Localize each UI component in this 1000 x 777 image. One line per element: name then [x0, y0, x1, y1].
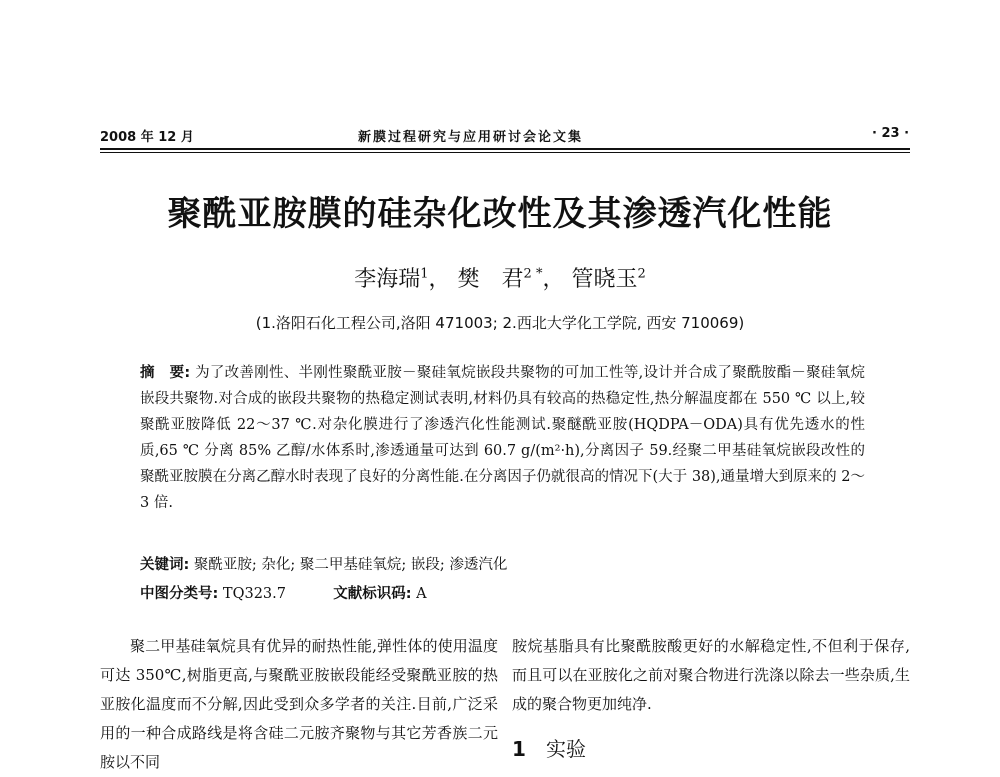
author-affiliation-mark: 1: [420, 266, 429, 282]
header-journal: 新膜过程研究与应用研讨会论文集: [358, 130, 584, 145]
paper-title: 聚酰亚胺膜的硅杂化改性及其渗透汽化性能: [167, 194, 833, 234]
body-column-left: [100, 632, 498, 777]
author-separator: ，: [542, 267, 565, 292]
body-paragraph: 聚二甲基硅氧烷具有优异的耐热性能,弹性体的使用温度可达 350℃,树脂更高,与聚酰亚胺嵌段能经受聚酰亚胺的热亚胺化温度而不分解,因此受到众多学者的关注.目前,广泛采用的一种合成路线是将含硅二元胺齐聚物与其它芳香族二元胺以不同: [100, 637, 498, 771]
body-paragraph: 胺烷基脂具有比聚酰胺酸更好的水解稳定性,不但利于保存,而且可以在亚胺化之前对聚合物进行洗涤以除去一些杂质,生成的聚合物更加纯净.: [512, 637, 910, 713]
section-number: 1: [512, 737, 526, 761]
clc-label: 中图分类号:: [140, 586, 219, 602]
body-column-right: [512, 632, 910, 719]
abstract-label: 摘 要:: [140, 365, 191, 381]
author-affiliation-mark: 2: [637, 266, 646, 282]
author-separator: ，: [428, 267, 451, 292]
header-page-number: · 23 ·: [872, 126, 910, 141]
affiliation: (1.洛阳石化工程公司,洛阳 471003; 2.西北大学化工学院, 西安 710069): [255, 314, 745, 332]
document-code-label: 文献标识码:: [333, 586, 412, 602]
author-name: 管晓玉: [571, 267, 638, 292]
header-date: 2008 年 12 月: [100, 130, 194, 145]
document-code-value: A: [416, 586, 427, 602]
author-affiliation-mark: 2 *: [523, 266, 543, 282]
abstract-text: 为了改善刚性、半刚性聚酰亚胺－聚硅氧烷嵌段共聚物的可加工性等,设计并合成了聚酰胺酯－聚硅氧烷嵌段共聚物.对合成的嵌段共聚物的热稳定测试表明,材料仍具有较高的热稳定性,热分解温度都在 550 ℃ 以上,较聚酰亚胺降低 22～37 ℃.对杂化膜进行了渗透汽化性能测试.聚醚酰亚胺(HQDPA－ODA)具有优先透水的性质,65 ℃ 分离 85% 乙醇/水体系时,渗透通量可达到 60.7 g/(m²·h),分离因子 59.经聚二甲基硅氧烷嵌段改性的聚酰亚胺膜在分离乙醇水时表现了良好的分离性能.在分离因子仍就很高的情况下(大于 38),通量增大到原来的 2～3 倍.: [140, 365, 865, 511]
author-name: 李海瑞: [354, 267, 421, 292]
author-list: [0, 262, 1000, 293]
keywords-label: 关键词:: [140, 557, 190, 573]
section-heading: [512, 733, 586, 762]
keywords-text: 聚酰亚胺; 杂化; 聚二甲基硅氧烷; 嵌段; 渗透汽化: [193, 557, 508, 573]
keywords: [140, 553, 507, 574]
header-rule-thin: [100, 152, 910, 153]
abstract: [140, 360, 865, 516]
classification-line: [140, 582, 427, 603]
section-title: 实验: [546, 737, 586, 761]
author-name: 樊 君: [457, 267, 524, 292]
clc-value: TQ323.7: [222, 586, 286, 602]
header-rule: [100, 148, 910, 150]
